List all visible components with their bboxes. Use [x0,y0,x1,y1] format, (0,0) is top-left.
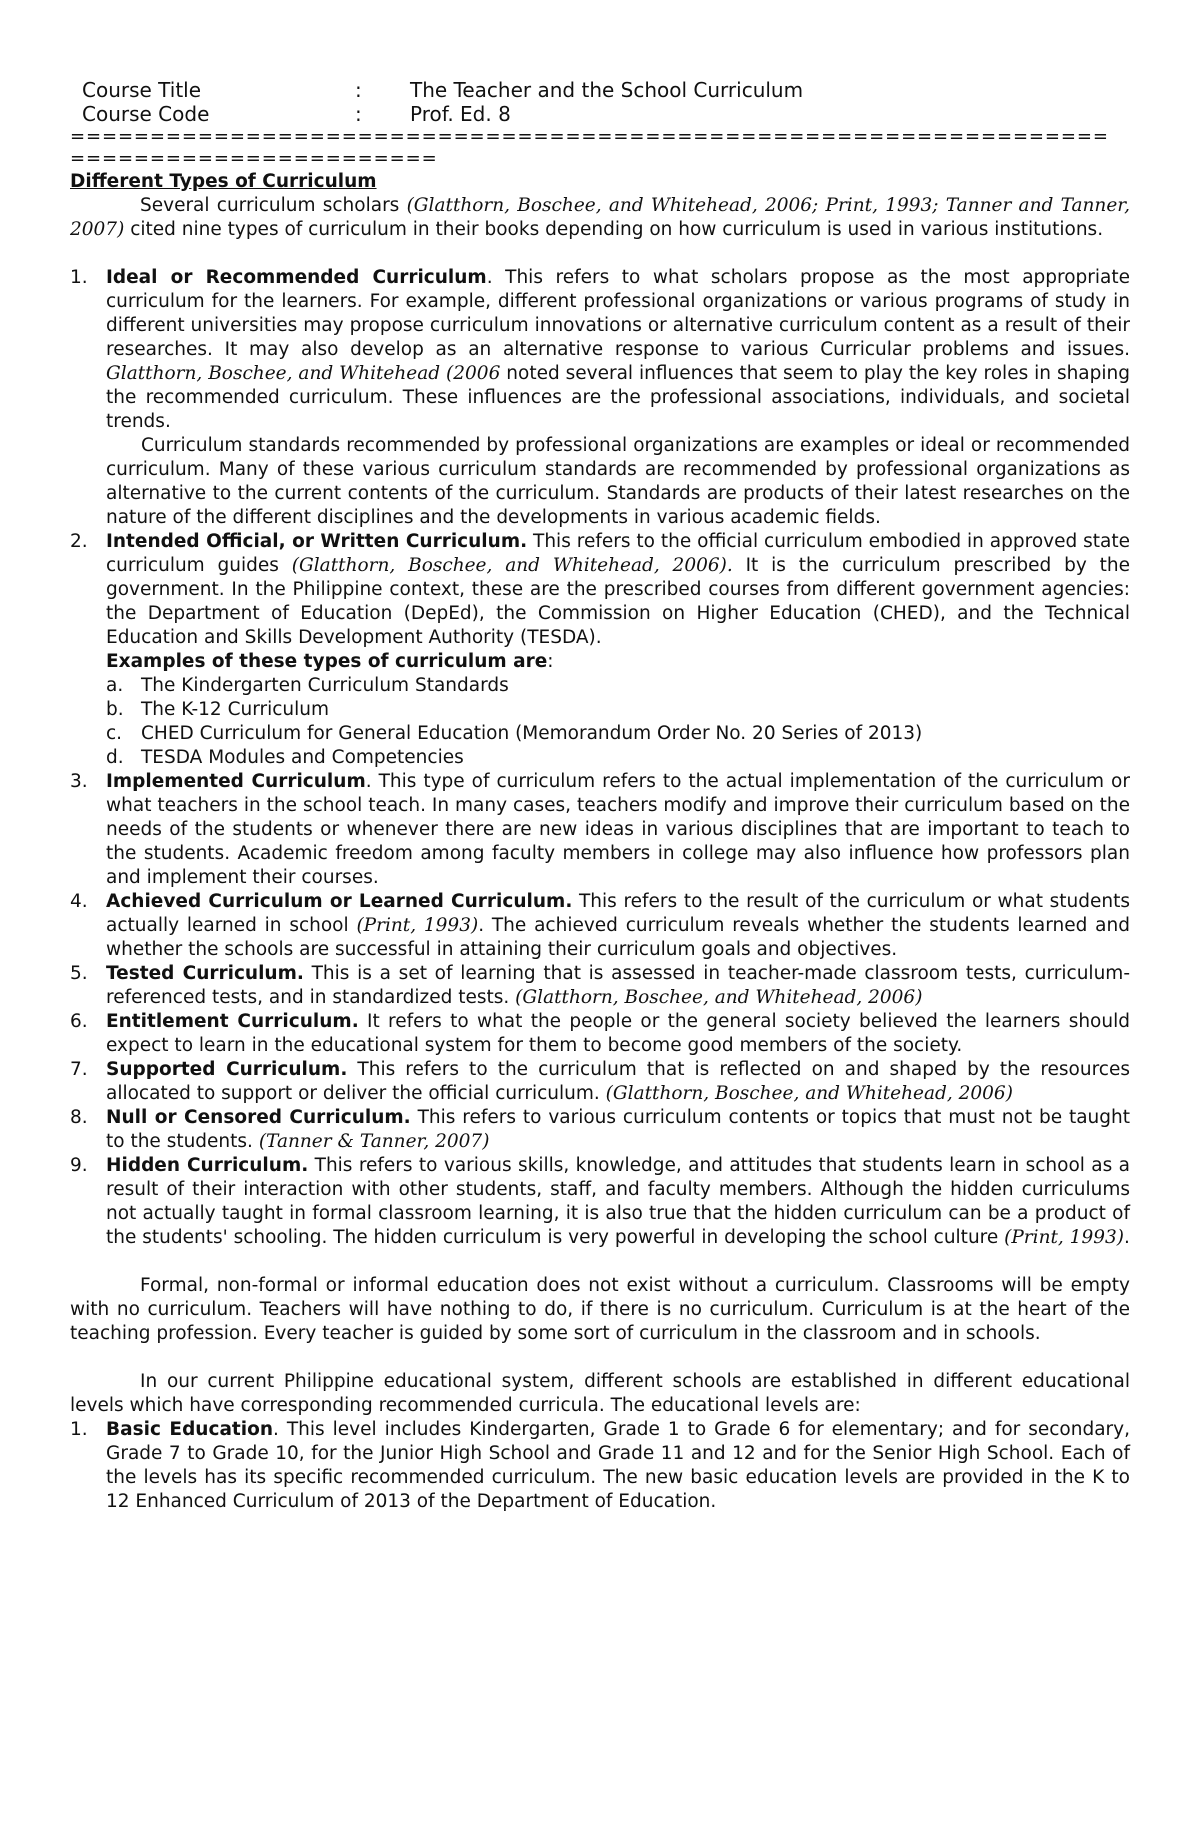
item-number: 1. [70,267,88,288]
type-name: Hidden Curriculum. [106,1155,309,1176]
list-item: 6. Entitlement Curriculum. It refers to what the people or the general society believed the learners should expect to learn in the educational system for them to become good members of the society. [70,1011,1130,1056]
type-name: Supported Curriculum. [106,1059,348,1080]
citation: (Glatthorn, Boschee, and Whitehead, 2006) [515,987,923,1008]
type-name: Implemented Curriculum [106,771,366,792]
course-title-row [70,78,1130,102]
list-item: 5. Tested Curriculum. This is a set of learning that is assessed in teacher-made classroom tests, curriculum-referenced tests, and in standardized tests. (Glatthorn, Boschee, and Whitehead, 2006) [70,963,1130,1008]
citation: (Print, 1993) [1004,1227,1124,1248]
closing-paragraph: In our current Philippine educational system, different schools are established in different educational levels which have corresponding recommended curricula. The educational levels are: [70,1371,1130,1416]
list-item: 7. Supported Curriculum. This refers to the curriculum that is reflected on and shaped by the resources allocated to support or deliver the official curriculum. (Glatthorn, Boschee, and Whitehead, 2006) [70,1059,1130,1104]
example-item: a. The Kindergarten Curriculum Standards [106,675,509,696]
course-title-value: The Teacher and the School Curriculum [410,78,804,102]
course-code-colon: : [355,102,362,126]
example-item: d. TESDA Modules and Competencies [106,747,464,768]
course-title-label: Course Title [82,78,202,102]
examples-heading: Examples of these types of curriculum are: [106,651,554,672]
example-item: b. The K-12 Curriculum [106,699,330,720]
course-code-label: Course Code [82,102,210,126]
type-name: Null or Censored Curriculum. [106,1107,411,1128]
course-code-row [70,102,1130,126]
sub-paragraph: Curriculum standards recommended by professional organizations are examples or ideal or recommended curriculum. Many of these various curriculum standards are recommended by professional organizations as alternative to the current contents of the curriculum. Standards are products of their latest researches on the nature of the different disciplines and the developments in various academic fields. [106,435,1130,528]
item-number: 3. [70,771,88,792]
section-title: Different Types of Curriculum [70,171,377,192]
intro-paragraph: Several curriculum scholars (Glatthorn, Boschee, and Whitehead, 2006; Print, 1993; Tanner and Tanner, 2007) cited nine types of curriculum in their books depending on how curriculum is used in various institutions. [70,195,1130,240]
type-name: Achieved Curriculum or Learned Curriculum. [106,891,573,912]
item-number: 6. [70,1011,88,1032]
level-name: Basic Education [106,1419,273,1440]
citation: (Glatthorn, Boschee, and Whitehead, 2006; Print, 1993; Tanner and Tanner, 2007) [70,195,1130,240]
item-number: 7. [70,1059,88,1080]
item-number: 9. [70,1155,88,1176]
curriculum-types-list [70,266,1130,1250]
list-item: 3. Implemented Curriculum. This type of curriculum refers to the actual implementation of the curriculum or what teachers in the school teach. In many cases, teachers modify and improve their curriculum based on the needs of the students or whenever there are new ideas in various disciplines that are important to teach to the students. Academic freedom among faculty members in college may also influence how professors plan and implement their courses. [70,771,1130,888]
list-item: 8. Null or Censored Curriculum. This refers to various curriculum contents or topics that must not be taught to the students. (Tanner & Tanner, 2007) [70,1107,1130,1152]
item-number: 2. [70,531,88,552]
item-number: 1. [70,1419,88,1440]
item-number: 8. [70,1107,88,1128]
citation: (Tanner & Tanner, 2007) [258,1131,490,1152]
citation: Glatthorn, Boschee, and Whitehead (2006 [106,363,501,384]
type-name: Entitlement Curriculum. [106,1011,359,1032]
list-item: 2. Intended Official, or Written Curriculum. This refers to the official curriculum embodied in approved state curriculum guides (Glatthorn, Boschee, and Whitehead, 2006). It is the curriculum prescribed by the government. In the Philippine context, these are the prescribed courses from different government agencies: the Department of Education (DepEd), the Commission on Higher Education (CHED), and the Technical Education and Skills Development Authority (TESDA). Examples of these types of curriculum are: a. The Kindergarten Curriculum Standards b. The K-12 Curriculum c. CHED Curriculum for General Education (Memorandum Order No. 20 Series of 2013) d. TESDA Modules and Competencies [70,531,1130,768]
type-name: Tested Curriculum. [106,963,304,984]
list-item: 9. Hidden Curriculum. This refers to various skills, knowledge, and attitudes that students learn in school as a result of their interaction with other students, staff, and faculty members. Although the hidden curriculums not actually taught in formal classroom learning, it is also true that the hidden curriculum can be a product of the students' schooling. The hidden curriculum is very powerful in developing the school culture (Print, 1993). [70,1155,1131,1248]
education-levels-list [70,1418,1130,1514]
list-item: 1. Basic Education. This level includes Kindergarten, Grade 1 to Grade 6 for elementary; and for secondary, Grade 7 to Grade 10, for the Junior High School and Grade 11 and 12 and for the Senior High School. Each of the levels has its specific recommended curriculum. The new basic education levels are provided in the K to 12 Enhanced Curriculum of 2013 of the Department of Education. [70,1419,1130,1512]
type-name: Ideal or Recommended Curriculum [106,267,487,288]
citation: (Glatthorn, Boschee, and Whitehead, 2006) [605,1083,1013,1104]
citation: (Glatthorn, Boschee, and Whitehead, 2006). [291,555,733,576]
item-number: 4. [70,891,88,912]
course-title-colon: : [355,78,362,102]
list-item: 4. Achieved Curriculum or Learned Curriculum. This refers to the result of the curriculum or what students actually learned in school (Print, 1993). The achieved curriculum reveals whether the students learned and whether the schools are successful in attaining their curriculum goals and objectives. [70,891,1130,960]
separator-line: ================================================================= [70,126,1109,147]
type-name: Intended Official, or Written Curriculum. [106,531,528,552]
examples-list [106,674,1130,770]
closing-paragraph: Formal, non-formal or informal education does not exist without a curriculum. Classrooms will be empty with no curriculum. Teachers will have nothing to do, if there is no curriculum. Curriculum is at the heart of the teaching profession. Every teacher is guided by some sort of curriculum in the classroom and in schools. [70,1275,1130,1344]
citation: (Print, 1993) [356,915,479,936]
example-item: c. CHED Curriculum for General Education (Memorandum Order No. 20 Series of 2013) [106,723,923,744]
separator-line: ======================= [70,148,438,169]
course-code-value: Prof. Ed. 8 [410,102,511,126]
item-number: 5. [70,963,88,984]
list-item: 1. Ideal or Recommended Curriculum. This refers to what scholars propose as the most appropriate curriculum for the learners. For example, different professional organizations or various programs of study in different universities may propose curriculum innovations or alternative curriculum content as a result of their researches. It may also develop as an alternative response to various Curricular problems and issues. Glatthorn, Boschee, and Whitehead (2006 noted several influences that seem to play the key roles in shaping the recommended curriculum. These influences are the professional associations, individuals, and societal trends. Curriculum standards recommended by professional organizations are examples or ideal or recommended curriculum. Many of these various curriculum standards are recommended by professional organizations as alternative to the current contents of the curriculum. Standards are products of their latest researches on the nature of the different disciplines and the developments in various academic fields. [70,267,1130,528]
